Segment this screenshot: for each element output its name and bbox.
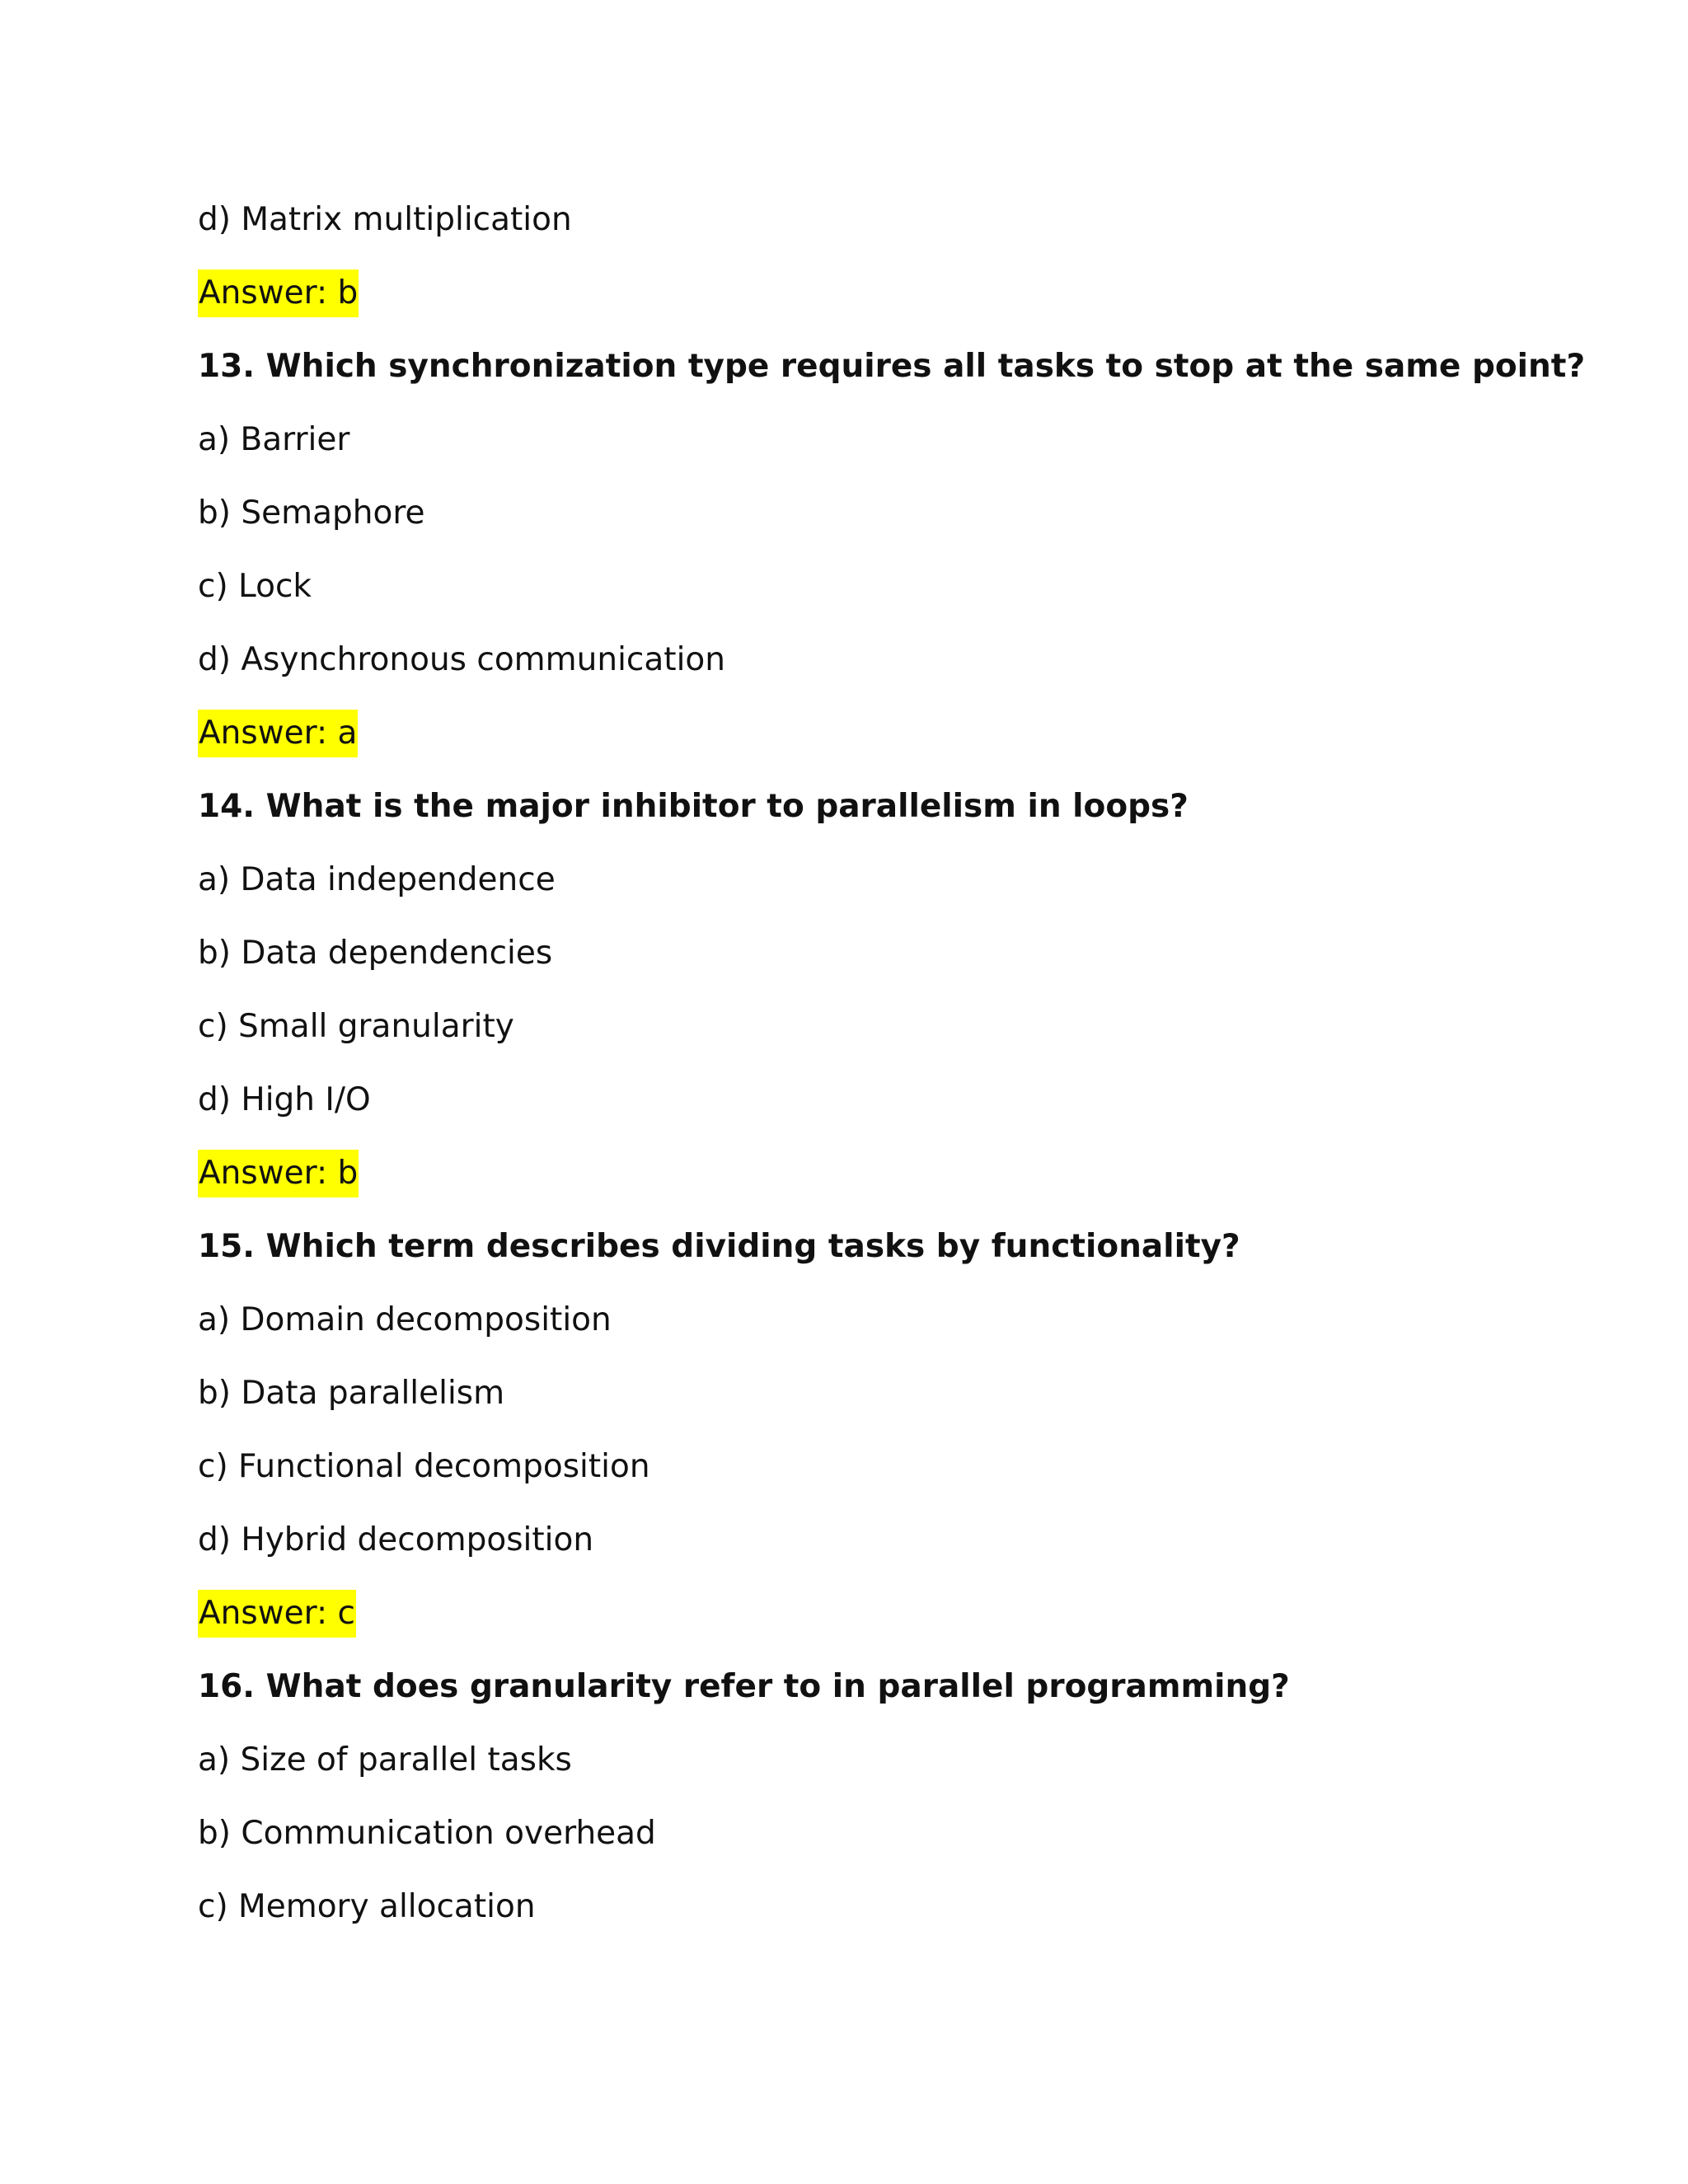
option-d: d) Matrix multiplication (198, 201, 572, 238)
option-d: d) Hybrid decomposition (198, 1521, 594, 1558)
option-a: a) Domain decomposition (198, 1301, 612, 1338)
answer-line (198, 268, 1550, 341)
option-c: c) Small granularity (198, 1008, 514, 1045)
answer-highlight: Answer: a (198, 710, 358, 757)
question-13: 13. Which synchronization type requires all tasks to stop at the same point? (198, 348, 1586, 385)
option-a: a) Barrier (198, 421, 350, 458)
option-a: a) Data independence (198, 861, 556, 898)
question-16: 16. What does granularity refer to in parallel programming? (198, 1668, 1290, 1705)
option-a: a) Size of parallel tasks (198, 1741, 572, 1779)
option-c: c) Memory allocation (198, 1888, 536, 1925)
answer-highlight: Answer: b (198, 269, 359, 317)
answer-line (198, 1148, 1550, 1221)
option-d: d) Asynchronous communication (198, 641, 725, 678)
option-d: d) High I/O (198, 1081, 371, 1118)
quiz-content (198, 194, 1586, 1955)
answer-highlight: Answer: c (198, 1590, 356, 1638)
question-14: 14. What is the major inhibitor to parallelism in loops? (198, 788, 1189, 825)
answer-line (198, 708, 1550, 781)
option-b: b) Semaphore (198, 494, 425, 532)
answer-line (198, 1588, 1550, 1661)
question-15: 15. Which term describes dividing tasks by functionality? (198, 1228, 1240, 1265)
option-c: c) Functional decomposition (198, 1448, 650, 1485)
option-b: b) Communication overhead (198, 1815, 656, 1852)
option-c: c) Lock (198, 568, 312, 605)
answer-highlight: Answer: b (198, 1150, 359, 1197)
option-b: b) Data dependencies (198, 935, 553, 972)
option-b: b) Data parallelism (198, 1375, 505, 1412)
